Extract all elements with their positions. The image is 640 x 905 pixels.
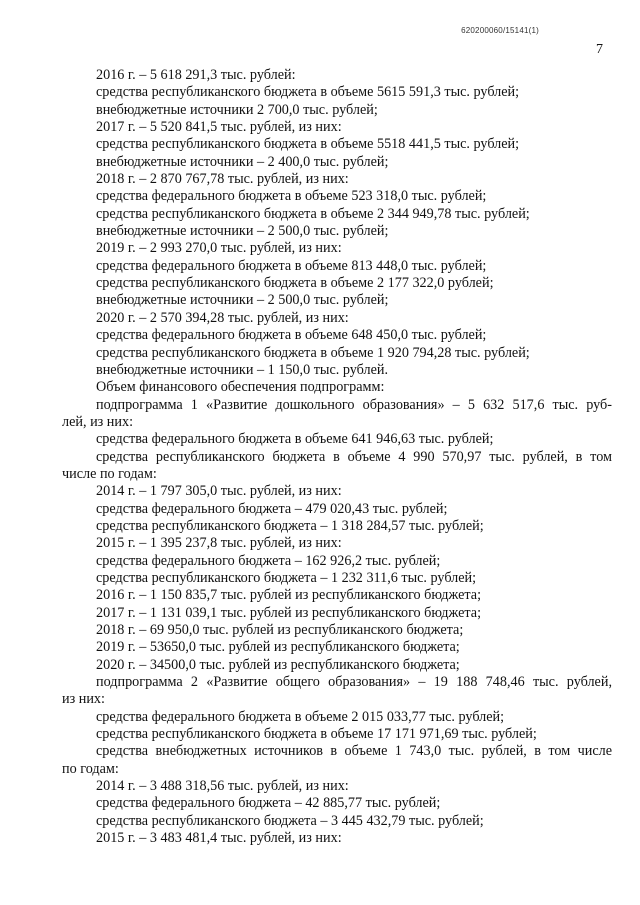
text-line: внебюджетные источники – 1 150,0 тыс. рублей. xyxy=(96,361,389,378)
text-line: средства республиканского бюджета в объеме 1 920 794,28 тыс. рублей; xyxy=(96,344,530,361)
text-line: 2018 г. – 69 950,0 тыс. рублей из республиканского бюджета; xyxy=(96,622,464,638)
text-line: средства республиканского бюджета в объеме 5615 591,3 тыс. рублей; xyxy=(96,84,520,101)
page-number: 7 xyxy=(596,42,603,57)
text-line: 2014 г. – 1 797 305,0 тыс. рублей, из них: xyxy=(96,483,342,500)
text-line: средства федерального бюджета – 479 020,43 тыс. рублей; xyxy=(96,500,448,517)
text-line: средства внебюджетных источников в объеме 1 743,0 тыс. рублей, в том числе xyxy=(96,743,612,760)
text-line: средства республиканского бюджета в объеме 5518 441,5 тыс. рублей; xyxy=(96,136,520,153)
text-line: 2019 г. – 53650,0 тыс. рублей из республиканского бюджета; xyxy=(96,639,460,656)
text-line: средства федерального бюджета – 42 885,77 тыс. рублей; xyxy=(96,795,441,812)
text-line: 2020 г. – 2 570 394,28 тыс. рублей, из них: xyxy=(96,309,349,326)
text-line: средства республиканского бюджета в объеме 4 990 570,97 тыс. рублей, в том xyxy=(96,448,612,465)
text-line: средства республиканского бюджета – 1 318 284,57 тыс. рублей; xyxy=(96,517,484,534)
text-line: средства республиканского бюджета в объеме 17 171 971,69 тыс. рублей; xyxy=(96,726,537,743)
text-line: 2019 г. – 2 993 270,0 тыс. рублей, из них: xyxy=(96,240,342,257)
document-id: 620200060/15141(1) xyxy=(461,26,539,35)
text-line: средства федерального бюджета в объеме 813 448,0 тыс. рублей; xyxy=(96,257,487,274)
text-line: 2016 г. – 1 150 835,7 тыс. рублей из республиканского бюджета; xyxy=(96,587,482,604)
text-line: средства федерального бюджета в объеме 648 450,0 тыс. рублей; xyxy=(96,327,487,344)
text-line: 2016 г. – 5 618 291,3 тыс. рублей: xyxy=(96,67,296,83)
text-line: средства федерального бюджета – 162 926,2 тыс. рублей; xyxy=(96,552,441,569)
text-line: 2017 г. – 1 131 039,1 тыс. рублей из республиканского бюджета; xyxy=(96,604,482,621)
text-line: 2017 г. – 5 520 841,5 тыс. рублей, из них: xyxy=(96,119,342,136)
text-line: внебюджетные источники – 2 400,0 тыс. рублей; xyxy=(96,153,389,170)
text-line: 2015 г. – 1 395 237,8 тыс. рублей, из них: xyxy=(96,535,342,552)
text-line: средства республиканского бюджета в объеме 2 177 322,0 рублей; xyxy=(96,275,494,292)
text-line: подпрограмма 2 «Развитие общего образования» – 19 188 748,46 тыс. рублей, xyxy=(96,674,612,691)
text-line: подпрограмма 1 «Развитие дошкольного образования» – 5 632 517,6 тыс. руб- xyxy=(96,396,612,413)
text-line: 2015 г. – 3 483 481,4 тыс. рублей, из них: xyxy=(96,830,342,847)
text-line: 2014 г. – 3 488 318,56 тыс. рублей, из них: xyxy=(96,778,349,795)
text-line: средства республиканского бюджета в объеме 2 344 949,78 тыс. рублей; xyxy=(96,205,530,222)
text-line: лей, из них: xyxy=(62,413,134,430)
text-line: средства республиканского бюджета – 3 445 432,79 тыс. рублей; xyxy=(96,812,484,829)
text-line: по годам: xyxy=(62,760,119,777)
text-line: средства федерального бюджета в объеме 523 318,0 тыс. рублей; xyxy=(96,188,487,205)
text-line: числе по годам: xyxy=(62,465,157,482)
text-line: Объем финансового обеспечения подпрограмм: xyxy=(96,379,385,396)
text-line: средства республиканского бюджета – 1 232 311,6 тыс. рублей; xyxy=(96,569,477,586)
text-line: средства федерального бюджета в объеме 2 015 033,77 тыс. рублей; xyxy=(96,708,505,725)
text-line: внебюджетные источники – 2 500,0 тыс. рублей; xyxy=(96,292,389,309)
text-line: внебюджетные источники 2 700,0 тыс. рублей; xyxy=(96,101,378,118)
text-line: 2018 г. – 2 870 767,78 тыс. рублей, из них: xyxy=(96,171,349,188)
document-body xyxy=(62,67,612,847)
text-line: 2020 г. – 34500,0 тыс. рублей из республиканского бюджета; xyxy=(96,656,460,673)
text-line: внебюджетные источники – 2 500,0 тыс. рублей; xyxy=(96,223,389,240)
text-line: из них: xyxy=(62,691,105,708)
text-line: средства федерального бюджета в объеме 641 946,63 тыс. рублей; xyxy=(96,431,494,448)
